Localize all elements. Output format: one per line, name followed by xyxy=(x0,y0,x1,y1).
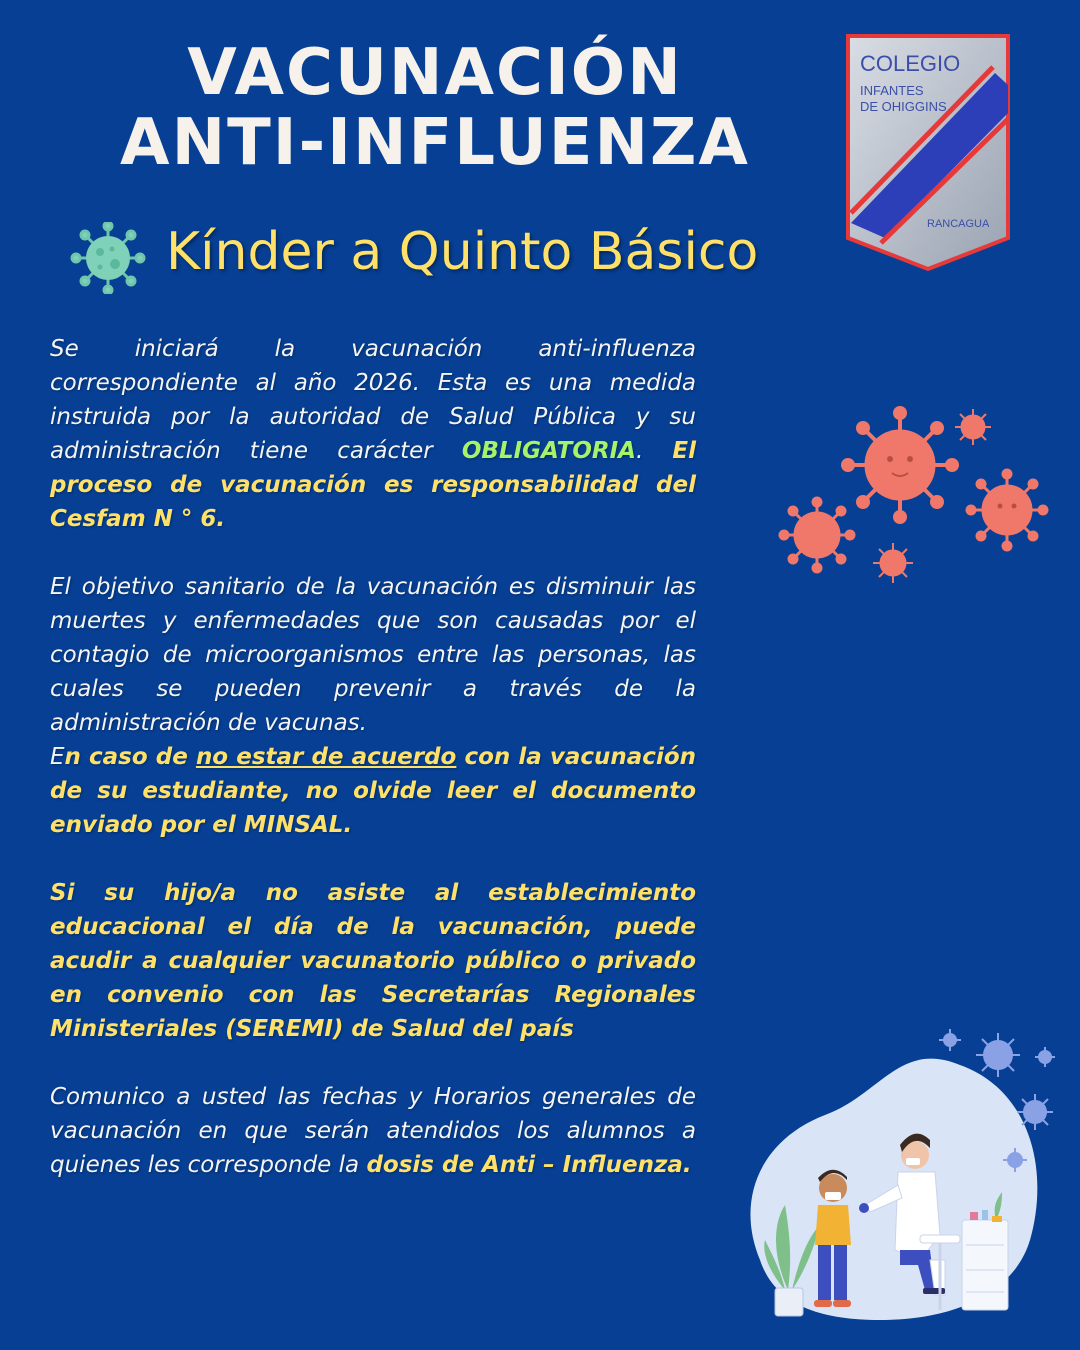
subtitle: Kínder a Quinto Básico xyxy=(166,222,759,282)
logo-text-4: RANCAGUA xyxy=(927,218,990,230)
school-logo xyxy=(845,33,1011,271)
virus-icon xyxy=(70,222,146,294)
body-text xyxy=(50,332,696,1216)
cesfam-highlight: El proceso de vacunación es responsabilidad del Cesfam N ° 6. xyxy=(50,438,696,532)
page-title xyxy=(60,38,810,178)
notice-text-a: n caso de xyxy=(64,744,196,770)
paragraph-1-text: Se iniciará la vacunación anti-influenza correspondiente al año 2026. Esta es una medida instruida por la autoridad de Salud Pública y su administración tiene carácter xyxy=(50,336,696,464)
vaccination-illustration xyxy=(730,1020,1070,1330)
notice-underline: no estar de acuerdo xyxy=(195,744,457,770)
dosis-highlight: dosis de Anti – Influenza. xyxy=(366,1152,692,1178)
logo-text-3: DE OHIGGINS xyxy=(860,99,947,114)
title-line-2: ANTI-INFLUENZA xyxy=(120,106,750,180)
paragraph-4 xyxy=(50,1080,696,1182)
paragraph-4-text: Comunico a usted las fechas y Horarios generales de vacunación en que serán atendidos los alumnos a quienes les corresponde la xyxy=(50,1084,696,1178)
logo-text-2: INFANTES xyxy=(860,83,924,98)
notice-text-b: con la vacunación de su estudiante, no olvide leer el documento enviado por el MINSAL. xyxy=(50,744,696,838)
paragraph-3: Si su hijo/a no asiste al establecimiento educacional el día de la vacunación, puede acudir a cualquier vacunatorio público o privado en convenio con las Secretarías Regionales Ministeriales (SEREMI) de Salud del país xyxy=(50,880,696,1042)
title-line-1: VACUNACIÓN xyxy=(187,36,683,110)
notice-lead: E xyxy=(50,744,65,770)
virus-cluster-icon xyxy=(775,400,1060,590)
paragraph-1 xyxy=(50,332,696,536)
notice-paragraph xyxy=(50,740,696,842)
paragraph-1-separator: . xyxy=(635,438,673,464)
paragraph-2 xyxy=(50,570,696,740)
logo-text-1: COLEGIO xyxy=(860,51,961,76)
obligatoria-highlight: OBLIGATORIA xyxy=(461,438,636,464)
paragraph-2-text: El objetivo sanitario de la vacunación es disminuir las muertes y enfermedades que son causadas por el contagio de microorganismos entre las personas, las cuales se pueden prevenir a través de la administración de vacunas. xyxy=(50,574,696,736)
